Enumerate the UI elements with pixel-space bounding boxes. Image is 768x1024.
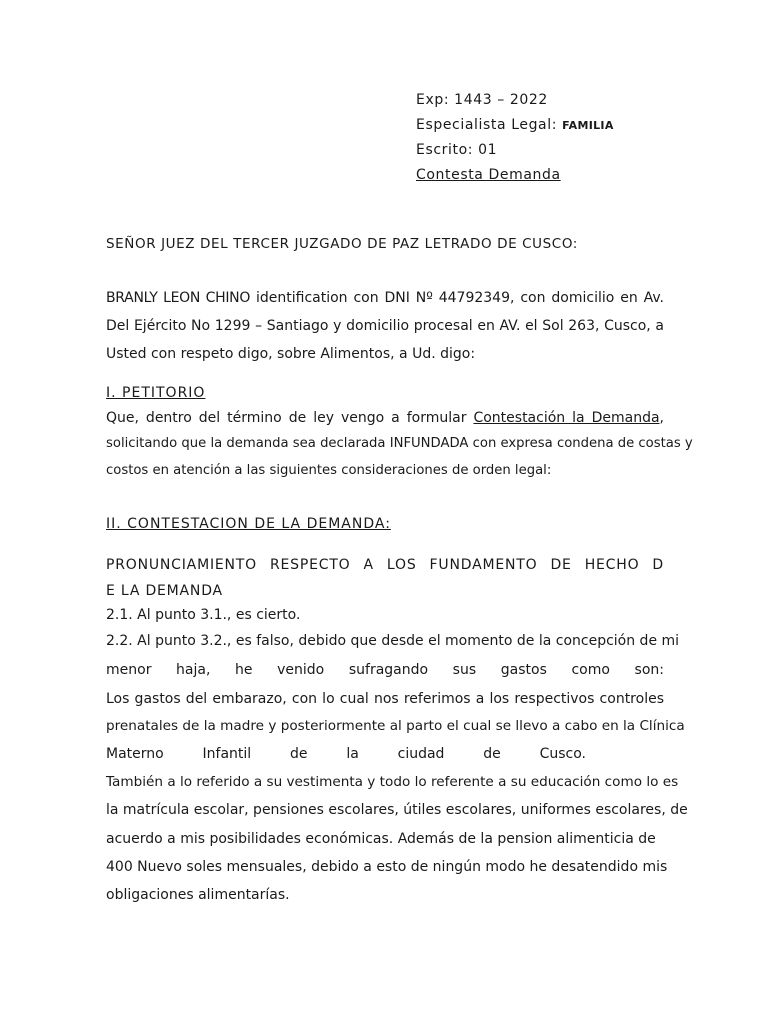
petitorio-line-3: costos en atención a las siguientes consideraciones de orden legal:	[106, 463, 552, 478]
paragraph-line-1: También a lo referido a su vestimenta y todo lo referente a su educación como lo es	[106, 774, 679, 790]
petitorio-line-1-text: Que, dentro del término de ley vengo a formular	[106, 410, 474, 426]
intro-line-3: Usted con respeto digo, sobre Alimentos, a Ud. digo:	[106, 346, 476, 362]
petitorio-line-2: solicitando que la demanda sea declarada INFUNDADA con expresa condena de costas y	[106, 436, 693, 451]
point-2-2-line-3: Los gastos del embarazo, con lo cual nos referimos a los respectivos controles	[106, 691, 664, 707]
judge-address: SEÑOR JUEZ DEL TERCER JUZGADO DE PAZ LETRADO DE CUSCO:	[106, 236, 578, 252]
petitorio-line-1	[106, 410, 664, 426]
section-title-petitorio: I. PETITORIO	[106, 385, 206, 401]
writ-number: Escrito: 01	[416, 142, 498, 158]
legal-specialist	[416, 113, 746, 138]
intro-line-1-text: identification con DNI Nº 44792349, con domicilio en Av.	[250, 290, 664, 306]
subtitle-line-2: E LA DEMANDA	[106, 583, 223, 599]
case-header	[416, 88, 746, 188]
subtitle-line-1: PRONUNCIAMIENTO RESPECTO A LOS FUNDAMENTO DE HECHO D	[106, 557, 664, 573]
point-2-1: 2.1. Al punto 3.1., es cierto.	[106, 607, 301, 623]
point-2-2-line-1: 2.2. Al punto 3.2., es falso, debido que desde el momento de la concepción de mi	[106, 633, 680, 649]
paragraph-line-4: 400 Nuevo soles mensuales, debido a esto de ningún modo he desatendido mis	[106, 859, 668, 875]
case-number: Exp: 1443 – 2022	[416, 92, 548, 108]
intro-line-1	[106, 290, 664, 306]
petitorio-comma: ,	[659, 410, 664, 426]
legal-specialist-value: FAMILIA	[562, 119, 614, 132]
point-2-2-line-2: menor haja, he venido sufragando sus gastos como son:	[106, 662, 664, 678]
section-title-contestacion: II. CONTESTACION DE LA DEMANDA:	[106, 516, 391, 532]
contestacion-link: Contestación la Demanda	[473, 410, 660, 426]
defendant-name: BRANLY LEON CHINO	[106, 290, 251, 306]
writ-subject: Contesta Demanda	[416, 167, 561, 183]
paragraph-line-3: acuerdo a mis posibilidades económicas. Además de la pension alimenticia de	[106, 831, 656, 847]
intro-line-2: Del Ejército No 1299 – Santiago y domicilio procesal en AV. el Sol 263, Cusco, a	[106, 318, 664, 334]
paragraph-line-2: la matrícula escolar, pensiones escolares, útiles escolares, uniformes escolares, de	[106, 802, 688, 818]
point-2-2-line-4: prenatales de la madre y posteriormente al parto el cual se llevo a cabo en la Clínica	[106, 718, 685, 734]
point-2-2-line-5: Materno Infantil de la ciudad de Cusco.	[106, 746, 586, 762]
legal-specialist-label: Especialista Legal:	[416, 117, 558, 133]
paragraph-line-5: obligaciones alimentarías.	[106, 887, 290, 903]
